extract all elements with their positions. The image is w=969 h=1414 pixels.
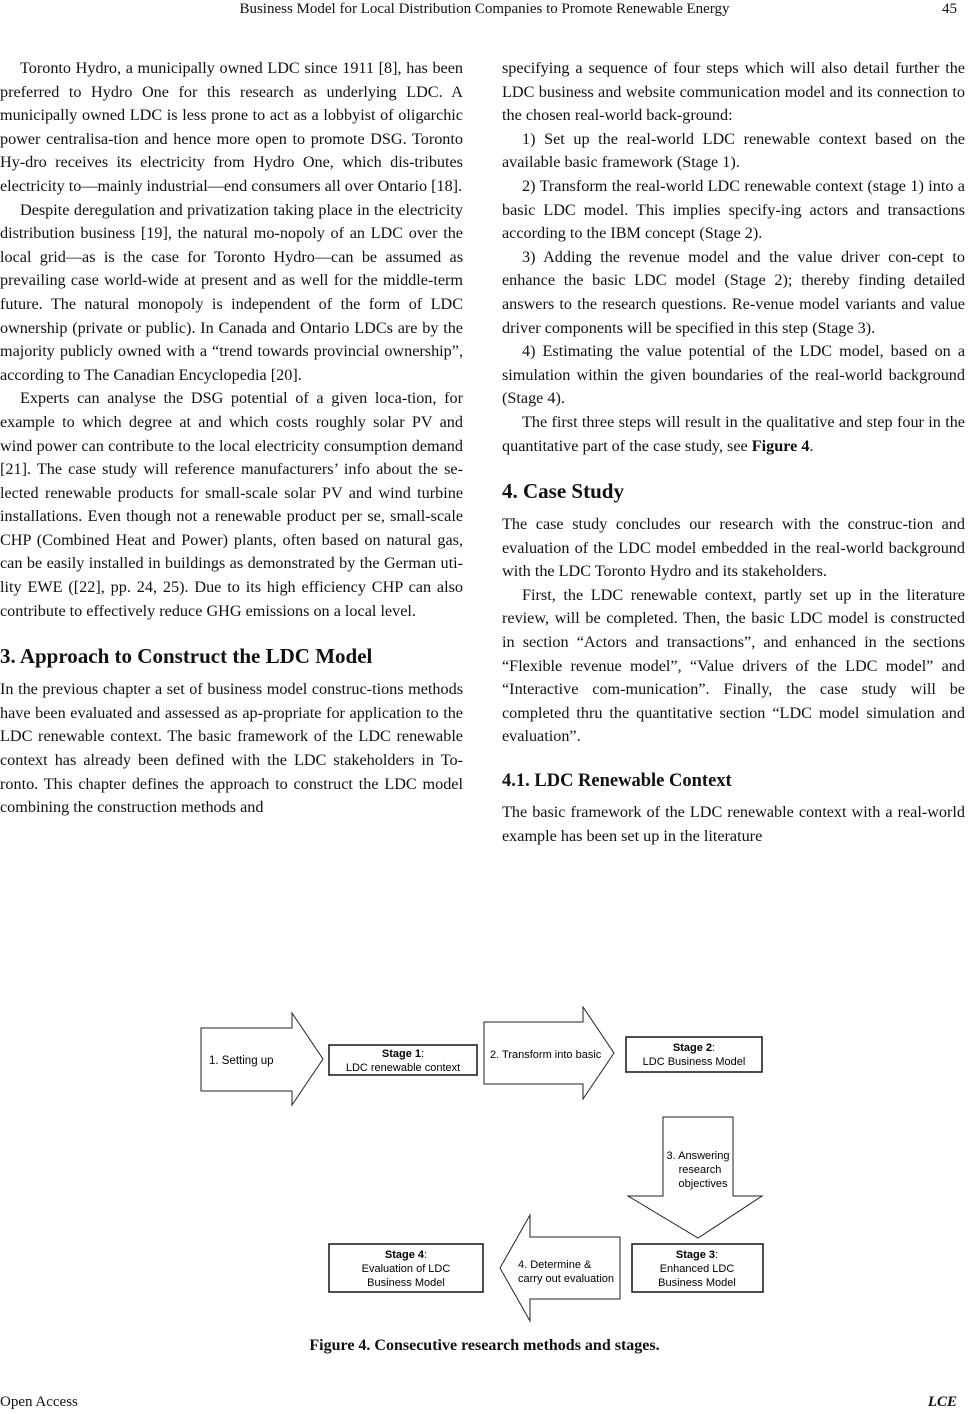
footer-journal: LCE xyxy=(927,1394,957,1410)
right-column xyxy=(502,57,965,848)
figure-4 xyxy=(0,1000,969,1340)
paragraph: specifying a sequence of four steps which will also detail further the LDC business and website communication model and its connection to the chosen real-world back-ground: xyxy=(502,59,965,125)
stage-3-line1: Enhanced LDC xyxy=(659,1263,735,1275)
stage-4-line1: Evaluation of LDC xyxy=(361,1263,451,1275)
arrow-3-line3: objectives xyxy=(678,1178,728,1190)
summary-end: . xyxy=(809,436,814,455)
stage-4-title: Stage 4: xyxy=(384,1249,428,1261)
section-heading-4: 4. Case Study xyxy=(502,479,624,504)
paragraph: First, the LDC renewable context, partly set up in the literature review, will be completed. Then, the basic LDC model is constructed in section “Actors and transactions”, and enhanced in the sections “Flexible revenue model”, “Value drivers of the LDC model” and “Interactive com-munication”. Finally, the case study will be completed thru the quantitative section “LDC model simulation and evaluation”. xyxy=(502,585,965,746)
paragraph: Despite deregulation and privatization taking place in the electricity distribution business [19], the natural mo-nopoly of an LDC over the local grid—as is the case for Toronto Hydro—can be assumed as prevailing case world-wide at present and as well for the middle-term future. The natural monopoly is independent of the form of LDC ownership (private or public). In Canada and Ontario LDCs are by the majority publicly owned with a “trend towards provincial ownership”, according to The Canadian Encyclopedia [20]. xyxy=(0,200,463,384)
stage-2-title: Stage 2: xyxy=(672,1042,716,1054)
stage-3-title: Stage 3: xyxy=(675,1249,719,1261)
paragraph: In the previous chapter a set of business model construc-tions methods have been evaluated and assessed as ap-propriate for application to the LDC renewable context. The basic framework of the LDC renewable context has already been defined with the LDC stakeholders in To-ronto. This chapter defines the approach to construct the LDC model combining the construction methods and xyxy=(0,680,463,817)
stage-1-title: Stage 1: xyxy=(381,1048,425,1060)
subsection-heading-4-1: 4.1. LDC Renewable Context xyxy=(502,771,732,792)
stage-4-line2: Business Model xyxy=(367,1277,445,1289)
paragraph: Experts can analyse the DSG potential of a given loca-tion, for example to which degree at and which costs roughly solar PV and wind power can contribute to the local electricity consumption demand [21]. The case study will reference manufacturers’ info about the se-lected renewable products for small-scale solar PV and wind turbine installations. Even though not a renewable product per se, small-scale CHP (Combined Heat and Power) plants, often based on natural gas, can be easily installed in buildings as demonstrated by the German uti-lity EWE ([22], pp. 24, 25). Due to its high efficiency CHP can also contribute to effectively reduce GHG emissions on a local level. xyxy=(0,389,463,620)
summary-paragraph xyxy=(502,411,965,458)
arrow-2-label: 2. Transform into basic xyxy=(490,1049,602,1061)
step-4: 4) Estimating the value potential of the LDC model, based on a simulation within the given boundaries of the real-world background (Stage 4). xyxy=(502,342,965,408)
running-title: Business Model for Local Distribution Companies to Promote Renewable Energy xyxy=(239,1,730,17)
footer-open-access: Open Access xyxy=(0,1394,78,1410)
figure-caption: Figure 4. Consecutive research methods and stages. xyxy=(309,1337,660,1354)
stage-1-text: LDC renewable context xyxy=(345,1062,461,1074)
arrow-4-line2: carry out evaluation xyxy=(518,1273,614,1285)
paragraph: The basic framework of the LDC renewable context with a real-world example has been set up in the literature xyxy=(502,803,965,845)
paragraph: Toronto Hydro, a municipally owned LDC since 1911 [8], has been preferred to Hydro One for this research as underlying LDC. A municipally owned LDC is less prone to act as a lobbyist of oligarchic power centralisa-tion and hence more open to promote DSG. Toronto Hy-dro receives its electricity from Hydro One, which dis-tributes electricity to—mainly industrial—end consumers all over Ontario [18]. xyxy=(0,59,463,195)
arrow-3-line2: research xyxy=(678,1164,722,1176)
arrow-4-line1: 4. Determine & xyxy=(518,1259,592,1271)
arrow-1-label: 1. Setting up xyxy=(209,1055,274,1067)
page-header xyxy=(0,0,969,26)
section-heading-3: 3. Approach to Construct the LDC Model xyxy=(0,644,373,669)
left-column xyxy=(0,57,463,820)
stage-2-text: LDC Business Model xyxy=(642,1056,746,1068)
step-1: 1) Set up the real-world LDC renewable context based on the available basic framework (Stage 1). xyxy=(502,129,965,172)
summary-text: The first three steps will result in the qualitative and step four in the quantitative part of the case study, see xyxy=(502,412,965,455)
figure-link[interactable]: Figure 4 xyxy=(751,436,810,455)
arrow-3-line1: 3. Answering xyxy=(666,1150,730,1162)
stage-3-line2: Business Model xyxy=(658,1277,736,1289)
step-2: 2) Transform the real-world LDC renewable context (stage 1) into a basic LDC model. This implies specify-ing actors and transactions according to the IBM concept (Stage 2). xyxy=(502,176,965,243)
paragraph: The case study concludes our research with the construc-tion and evaluation of the LDC model embedded in the real-world background with the LDC Toronto Hydro and its stakeholders. xyxy=(502,515,965,581)
step-3: 3) Adding the revenue model and the value driver con-cept to enhance the basic LDC model (Stage 2); thereby finding detailed answers to the research questions. Re-venue model variants and value driver components will be specified in this step (Stage 3). xyxy=(502,247,965,337)
page-number: 45 xyxy=(942,1,957,17)
